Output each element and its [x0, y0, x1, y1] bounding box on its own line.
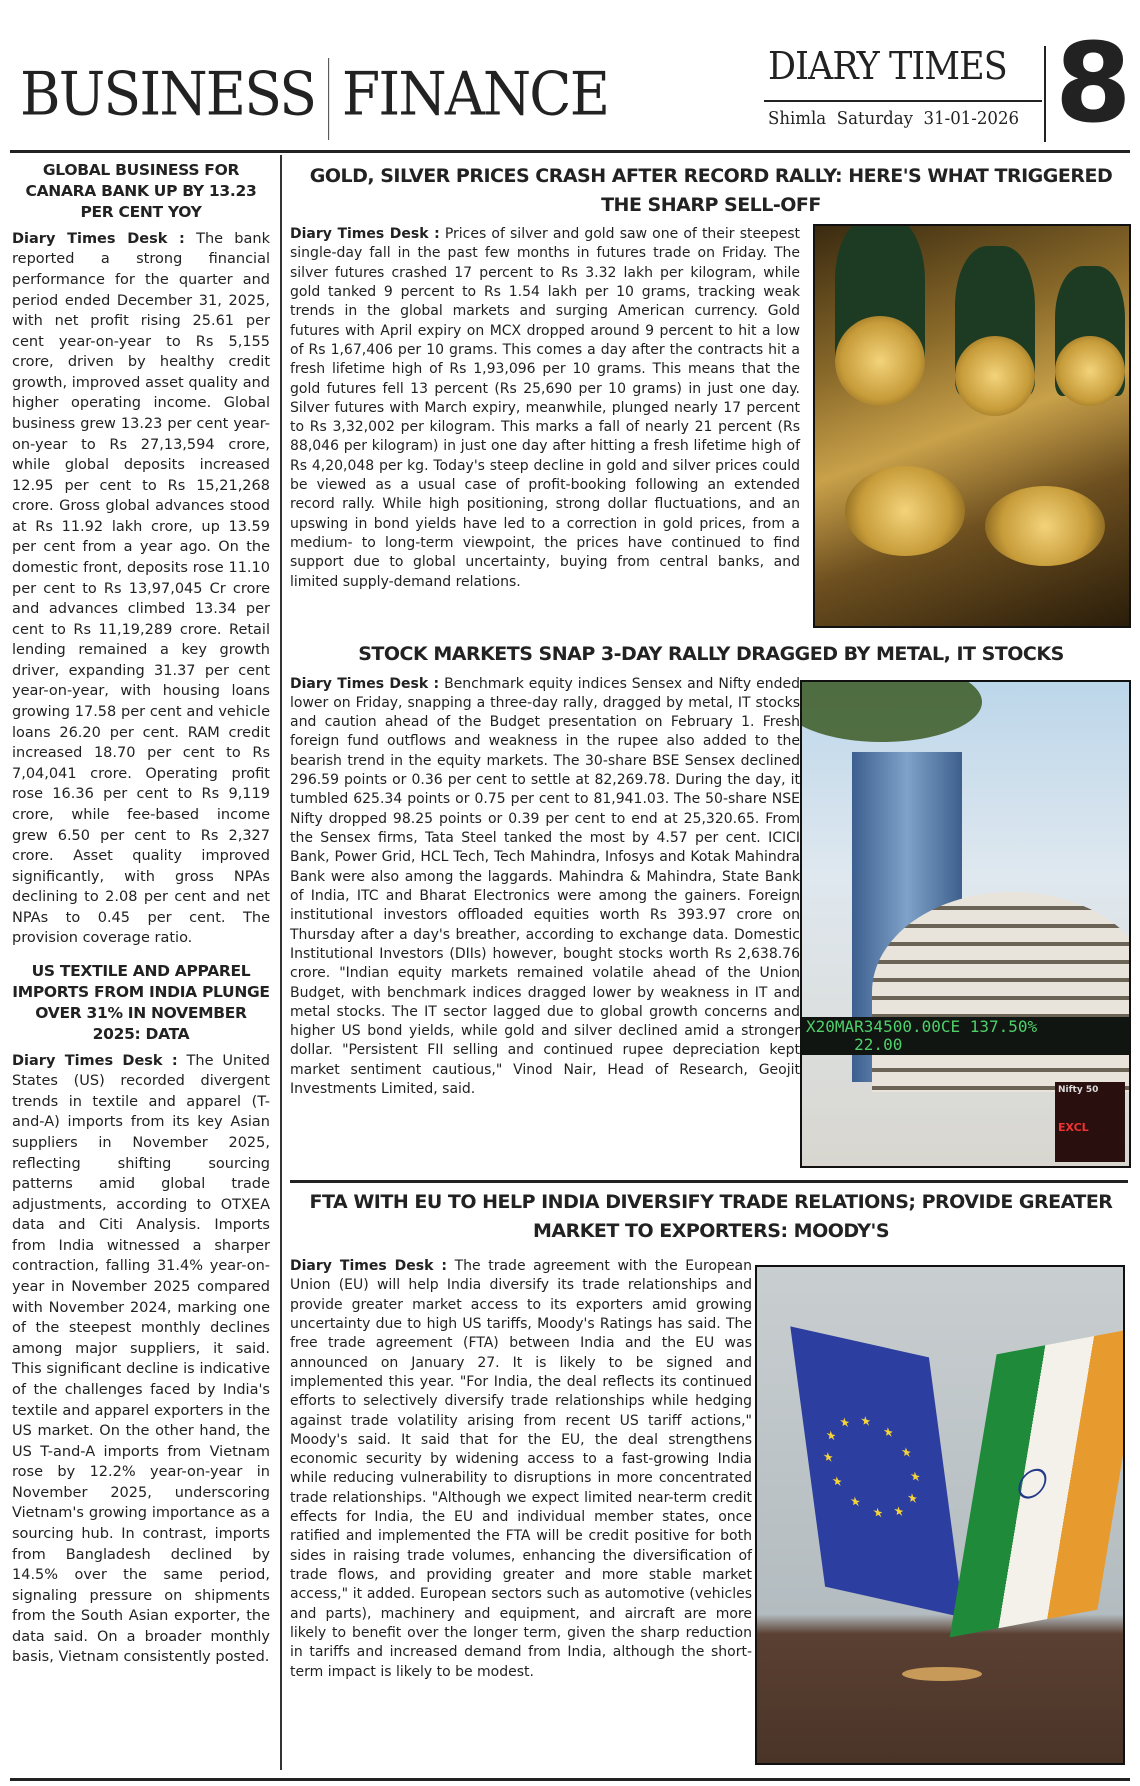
gold-ornament: [845, 466, 965, 556]
left-column: [12, 160, 270, 1668]
gold-necklace: [835, 316, 925, 406]
headline-canara: GLOBAL BUSINESS FOR CANARA BANK UP BY 13.23 PER CENT YOY: [25, 161, 257, 221]
paper-name: DIARY TIMES: [768, 44, 1007, 88]
ticker-line-2: 22.00: [806, 1035, 903, 1054]
india-flag-icon: [950, 1327, 1125, 1638]
page-number: 8: [1055, 19, 1132, 147]
desk-label: Diary Times Desk :: [290, 1258, 448, 1274]
dateline: [768, 108, 1019, 129]
article-canara: [12, 160, 270, 949]
bottom-rule: [10, 1778, 1130, 1781]
headline-textile: US TEXTILE AND APPAREL IMPORTS FROM INDIA PLUNGE OVER 31% IN NOVEMBER 2025: DATA: [12, 962, 270, 1043]
eu-india-flags-photo: [755, 1265, 1125, 1765]
headline-gold: GOLD, SILVER PRICES CRASH AFTER RECORD RALLY: HERE'S WHAT TRIGGERED THE SHARP SELL-OFF: [309, 165, 1113, 216]
ashoka-chakra-icon: [1016, 1466, 1048, 1501]
desk-label: Diary Times Desk :: [290, 226, 440, 242]
section-title: [20, 58, 608, 140]
desk-label: Diary Times Desk :: [12, 1052, 178, 1069]
section-finance: FINANCE: [341, 59, 609, 130]
desk-label: Diary Times Desk :: [290, 675, 440, 692]
screen-sub: Nifty 50: [1058, 1085, 1099, 1095]
section-divider: [290, 1180, 1128, 1183]
masthead-rule: [764, 100, 1042, 102]
headline-fta: FTA WITH EU TO HELP INDIA DIVERSIFY TRADE RELATIONS; PROVIDE GREATER MARKET TO EXPORTERS: MOODY'S: [309, 1191, 1113, 1242]
tree-foliage: [800, 680, 982, 742]
masthead-divider: [1044, 46, 1046, 142]
body-fta: [290, 1257, 752, 1682]
body-textile-text: The United States (US) recorded divergent trends in textile and apparel (T-and-A) imports from its key Asian suppliers in November 2025, reflecting shifting sourcing patterns amid global trade adjustments, according to OTXEA data and Citi Analysis. Imports from India witnessed a sharper contraction, falling 31.4% year-on-year in November 2025 compared with November 2024, marking one of the steepest monthly declines among major suppliers, it said. This significant decline is indicative of the challenges faced by India's textile and apparel exporters in the US market. On the other hand, the US T-and-A imports from Vietnam rose by 12.2% year-on-year in November 2025, underscoring Vietnam's growing importance as a sourcing hub. In contrast, imports from Bangladesh declined by 14.5% over the same period, signaling pressure on shipments from the South Asian exporter, the data said. On a broader monthly basis, Vietnam consistently posted.: [12, 1052, 270, 1666]
masthead: [0, 0, 1140, 150]
dateline-day: Saturday: [836, 108, 914, 129]
body-gold-text: Prices of silver and gold saw one of their steepest single-day fall in the past few months in futures trade on Friday. The silver futures crashed 17 percent to Rs 3.32 lakh per kilogram, while gold tanked 9 percent to Rs 1.54 lakh per 10 grams, tracking weak trends in the global markets and surging American currency. Gold futures with April expiry on MCX dropped around 9 percent to hit a low of Rs 1,67,406 per 10 grams. This comes a day after the contracts hit a fresh lifetime high of Rs 1,93,096 per 10 grams. This means that the gold futures fell 13 percent (Rs 25,690 per 10 grams) in just one day. Silver futures with March expiry, meanwhile, plunged nearly 17 percent to Rs 3,32,002 per kilogram. This marks a fall of nearly 21 percent (Rs 88,046 per kilogram) in just one day after hitting a fresh lifetime high of Rs 4,20,048 per kg. Today's steep decline in gold and silver prices could be viewed as a usual case of profit-booking following an extended record rally. While high positioning, strong dollar fluctuations, and an upswing in bond yields have led to a correction in gold prices, from a medium- to long-term viewpoint, the prices have continued to find support due to global uncertainty, buying from central banks, and limited supply-demand relations.: [290, 226, 800, 590]
gold-jewellery-photo: [813, 224, 1131, 628]
bse-building-photo: [800, 680, 1131, 1168]
body-textile: [12, 1051, 270, 1668]
body-stock-text: Benchmark equity indices Sensex and Nifty ended lower on Friday, snapping a three-day rally, dragged by metal, IT stocks and caution ahead of the Budget presentation on February 1. Fresh foreign fund outflows and weakness in the rupee also added to the bearish trend in the equity markets. The 30-share BSE Sensex declined 296.59 points or 0.36 per cent to settle at 82,269.78. During the day, it tumbled 625.34 points or 0.75 per cent to 81,941.03. The 50-share NSE Nifty dropped 98.25 points or 0.39 per cent to end at 25,320.65. From the Sensex firms, Tata Steel tanked the most by 4.57 per cent. ICICI Bank, Power Grid, HCL Tech, Tech Mahindra, Infosys and Kotak Mahindra Bank were also among the laggards. Mahindra & Mahindra, State Bank of India, ITC and Bharat Electronics were among the gainers. Foreign institutional investors offloaded equities worth Rs 393.97 crore on Thursday after a day's breather, according to exchange data. Domestic Institutional Investors (DIIs) however, bought stocks worth Rs 2,638.76 crore. "Indian equity markets remained volatile ahead of the Union Budget, with benchmark indices dragged lower by weakness in IT and metal stocks. The IT sector lagged due to global growth concerns and higher US bond yields, while gold and silver declined amid a stronger dollar. "Persistent FII selling and continued rupee depreciation kept market sentiment cautious," Vinod Nair, Head of Research, Geojit Investments Limited, said.: [290, 675, 800, 1098]
eu-flag-icon: [790, 1326, 963, 1617]
dome-building: [872, 892, 1131, 1092]
ticker-line-1: X20MAR34500.00CE 137.50%: [806, 1017, 1038, 1036]
column-divider: [280, 155, 282, 1770]
stock-ticker: [802, 1017, 1131, 1055]
headline-stock: STOCK MARKETS SNAP 3-DAY RALLY DRAGGED BY METAL, IT STOCKS: [358, 643, 1064, 665]
screen-label: EXCL: [1058, 1121, 1089, 1134]
title-separator: [328, 58, 329, 140]
top-rule: [10, 150, 1130, 153]
gold-ornament: [985, 486, 1105, 566]
eu-stars-icon: ★ ★ ★ ★ ★ ★ ★ ★ ★ ★ ★ ★: [821, 1412, 922, 1522]
body-canara-text: The bank reported a strong financial performance for the quarter and period ended December 31, 2025, with net profit rising 25.61 per cent year-on-year to Rs 5,155 crore, driven by healthy credit growth, improved asset quality and higher operating income. Global business grew 13.23 per cent year-on-year to Rs 27,13,594 crore, while global deposits increased 12.95 per cent to Rs 15,21,268 crore. Gross global advances stood at Rs 11.92 lakh crore, up 13.59 per cent from a year ago. On the domestic front, deposits rose 11.10 per cent to Rs 13,97,045 Cr crore and advances climbed 13.34 per cent to Rs 11,19,289 crore. Retail lending remained a key growth driver, expanding 31.37 per cent year-on-year, with housing loans growing 17.58 per cent and vehicle loans 26.20 per cent. RAM credit increased 18.70 per cent to Rs 7,04,041 crore. Operating profit rose 16.36 per cent to Rs 9,119 crore, while fee-based income grew 6.50 per cent to Rs 2,327 crore. Asset quality improved significantly, with gross NPAs declining to 2.08 per cent and net NPAs to 0.45 per cent. The provision coverage ratio.: [12, 230, 270, 947]
section-business: BUSINESS: [20, 59, 316, 130]
body-stock: [290, 675, 800, 1100]
body-gold: [290, 225, 800, 592]
gold-necklace: [955, 336, 1035, 416]
desk-label: Diary Times Desk :: [12, 230, 185, 247]
dateline-date: 31-01-2026: [923, 108, 1020, 129]
body-fta-text: The trade agreement with the European Union (EU) will help India diversify its trade relationships and provide greater market access to its exporters amid growing uncertainty due to high US tariffs, Moody's Ratings has said. The free trade agreement (FTA) between India and the EU was announced on January 27. It is likely to be signed and implemented this year. "For India, the deal reflects its continued efforts to selectively diversify trade relationships while hedging against trade volatility arising from recent US tariff actions," Moody's said. It said that for the EU, the deal strengthens economic security by widening access to a fast-growing India while reducing vulnerability to disruptions in more concentrated trade relationships. "Although we expect limited near-term credit effects for India, the EU and individual member states, once ratified and implemented the FTA will be credit positive for both sides in raising trade volumes, enhancing the diversification of trade flows, and providing greater and more stable market access," it added. European sectors such as automotive (vehicles and parts), machinery and equipment, and aircraft are more likely to benefit over the longer term, given the sharp reduction in tariffs and increased demand from India, although the short-term impact is likely to be modest.: [290, 1258, 752, 1680]
flag-stand: [902, 1667, 982, 1681]
dateline-city: Shimla: [768, 108, 827, 129]
body-canara: [12, 229, 270, 949]
article-textile: [12, 961, 270, 1668]
tv-screen: [1055, 1082, 1125, 1162]
gold-necklace: [1055, 336, 1125, 406]
